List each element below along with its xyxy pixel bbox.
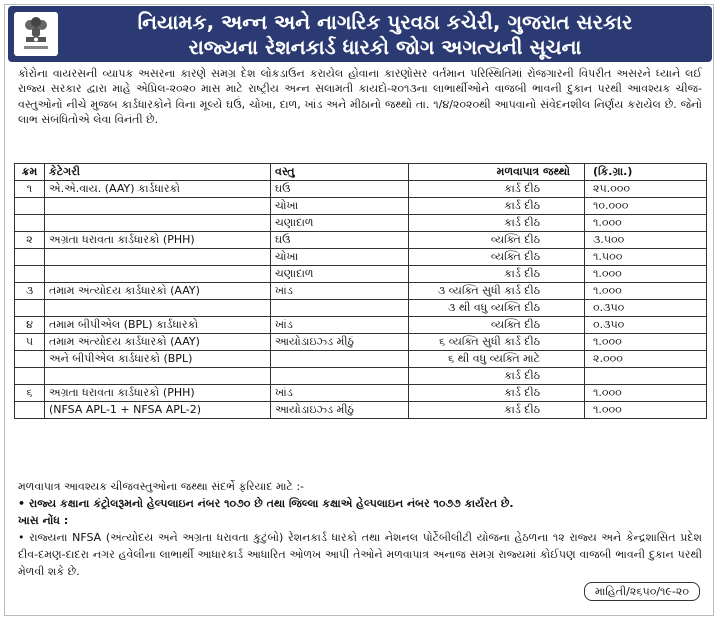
row-amount: ૩.૫૦૦: [585, 232, 707, 249]
row-amount: ૧.૦૦૦: [585, 334, 707, 351]
table-row: [15, 283, 707, 300]
special-note-heading: ખાસ નોંધ :: [18, 514, 69, 527]
row-number: [15, 402, 45, 419]
col-header-category: કેટેગરી: [45, 164, 271, 181]
row-item: [271, 368, 409, 385]
table-row: [15, 317, 707, 334]
table-row: [15, 385, 707, 402]
row-category: [45, 249, 271, 266]
row-amount: ૧.૫૦૦: [585, 249, 707, 266]
row-amount: ૨૫.૦૦૦: [585, 181, 707, 198]
row-category: [45, 266, 271, 283]
table-header-row: [15, 164, 707, 181]
row-category: [45, 198, 271, 215]
row-number: ૬: [15, 385, 45, 402]
header-title-office: નિયામક, અન્ન અને નાગરિક પુરવઠા કચેરી, ગુજરાત સરકાર: [137, 9, 633, 34]
reference-number: માહિતી/૨૬૫૦/૧૯-૨૦: [584, 582, 700, 601]
row-amount: ૦.૩૫૦: [585, 300, 707, 317]
row-category: [45, 368, 271, 385]
header-titles: [66, 9, 704, 59]
table-row: [15, 215, 707, 232]
row-item: આયોડાઇઝ્ડ મીઠું: [271, 402, 409, 419]
table-row: [15, 249, 707, 266]
row-number: ૧: [15, 181, 45, 198]
row-item: ખાંડ: [271, 317, 409, 334]
row-unit: ૩ વ્યક્તિ સુધી કાર્ડ દીઠ: [409, 283, 585, 300]
table-row: [15, 368, 707, 385]
table-row: [15, 198, 707, 215]
row-number: [15, 300, 45, 317]
col-header-entitlement: મળવાપાત્ર જથ્થો: [409, 164, 585, 181]
row-number: [15, 368, 45, 385]
row-unit: કાર્ડ દીઠ: [409, 215, 585, 232]
row-category: એ.એ.વાય. (AAY) કાર્ડધારકો: [45, 181, 271, 198]
row-amount: ૧૦.૦૦૦: [585, 198, 707, 215]
row-category: [45, 215, 271, 232]
row-item: ખાંડ: [271, 283, 409, 300]
table-row: [15, 232, 707, 249]
table-row: [15, 402, 707, 419]
row-amount: ૧.૦૦૦: [585, 402, 707, 419]
row-unit: વ્યક્તિ દીઠ: [409, 232, 585, 249]
row-item: [271, 300, 409, 317]
header-title-notice: રાજ્યના રેશનકાર્ડ ધારકો જોગ અગત્યની સૂચના: [188, 34, 582, 59]
row-item: ચોખા: [271, 198, 409, 215]
row-category: અગ્રતા ધરાવતા કાર્ડધારકો (PHH): [45, 385, 271, 402]
row-unit: કાર્ડ દીઠ: [409, 181, 585, 198]
row-number: ૪: [15, 317, 45, 334]
notes-section: [18, 478, 702, 580]
row-amount: ૧.૦૦૦: [585, 215, 707, 232]
complaint-heading: મળવાપાત્ર આવશ્યક ચીજવસ્તુઓના જથ્થા સંદર્ભે ફરિયાદ માટે :-: [18, 480, 304, 493]
table-row: [15, 300, 707, 317]
table-row: [15, 181, 707, 198]
col-header-number: ક્રમ: [15, 164, 45, 181]
row-number: [15, 266, 45, 283]
row-number: [15, 249, 45, 266]
row-amount: [585, 368, 707, 385]
row-category: [45, 300, 271, 317]
special-note: • રાજ્યના NFSA (અંત્યોદય અને અગ્રતા ધરાવતા કુટુંબો) રેશનકાર્ડ ધારકો તથા નેશનલ પોર્ટેબીલીટી યોજના હેઠળના ૧૨ રાજ્ય અને કેન્દ્રશાસિત પ્રદેશ દીવ-દમણ-દાદરા નગર હવેલીના લાભાર્થી આધારકાર્ડ આધારિત ઓળખ આપી તેઓને મળવાપાત્ર અનાજ સમગ્ર રાજ્યમાં કોઈપણ વાજબી ભાવની દુકાન પરથી મેળવી શકે છે.: [18, 531, 702, 578]
row-amount: ૦.૩૫૦: [585, 317, 707, 334]
entitlement-table: [14, 163, 707, 419]
row-category: તમામ અંત્યોદય કાર્ડધારકો (AAY): [45, 334, 271, 351]
row-category: તમામ અંત્યોદય કાર્ડધારકો (AAY): [45, 283, 271, 300]
row-unit: કાર્ડ દીઠ: [409, 368, 585, 385]
ashoka-emblem-icon: [14, 12, 58, 56]
row-item: આયોડાઇઝ્ડ મીઠું: [271, 334, 409, 351]
notice-header: [8, 6, 712, 62]
table-row: [15, 351, 707, 368]
row-category: અને બીપીએલ કાર્ડધારકો (BPL): [45, 351, 271, 368]
row-unit: કાર્ડ દીઠ: [409, 266, 585, 283]
row-item: ઘઉં: [271, 232, 409, 249]
row-unit: ૩ થી વધુ વ્યક્તિ દીઠ: [409, 300, 585, 317]
row-category: (NFSA APL-1 + NFSA APL-2): [45, 402, 271, 419]
row-item: [271, 351, 409, 368]
row-item: ખાંડ: [271, 385, 409, 402]
row-category: અગ્રતા ધરાવતા કાર્ડધારકો (PHH): [45, 232, 271, 249]
row-number: [15, 351, 45, 368]
row-number: ૩: [15, 283, 45, 300]
row-unit: કાર્ડ દીઠ: [409, 385, 585, 402]
row-unit: કાર્ડ દીઠ: [409, 198, 585, 215]
col-header-item: વસ્તુ: [271, 164, 409, 181]
row-item: ચણાદાળ: [271, 266, 409, 283]
row-unit: ૬ વ્યક્તિ સુધી કાર્ડ દીઠ: [409, 334, 585, 351]
row-amount: ૧.૦૦૦: [585, 385, 707, 402]
helpline-note: • રાજ્ય કક્ષાના કંટ્રોલરૂમનો હેલ્પલાઇન નંબર ૧૦૭૦ છે તથા જિલ્લા કક્ષાએ હેલ્પલાઇન નંબર ૧૦૭૭ કાર્યરત છે.: [18, 497, 514, 510]
intro-paragraph: કોરોના વાયરસની વ્યાપક અસરના કારણે સમગ્ર દેશ લોકડાઉન કરાયેલ હોવાના કારણોસર વર્તમાન પરિસ્થિતિમાં રોજગારની વિપરીત અસરને ધ્યાને લઈ રાજ્ય સરકાર દ્વારા માહે એપ્રિલ-૨૦૨૦ માસ માટે રાષ્ટ્રીય અન્ન સલામતી કાયદો-૨૦૧૩ના લાભાર્થીઓને વાજબી ભાવની દુકાન પરથી આવશ્યક ચીજ-વસ્તુઓનો નીચે મુજબ કાર્ડધારકોને વિના મૂલ્યે ઘઉં, ચોખા, દાળ, ખાંડ અને મીઠાનો જથ્થો તા. ૧/૪/૨૦૨૦થી આપવાનો સંવેદનશીલ નિર્ણય કરાયેલ છે. જેનો લાભ સંબંધિતોએ લેવા વિનંતી છે.: [18, 67, 702, 127]
table-row: [15, 266, 707, 283]
row-amount: ૨.૦૦૦: [585, 351, 707, 368]
row-unit: કાર્ડ દીઠ: [409, 402, 585, 419]
row-category: તમામ બીપીએલ (BPL) કાર્ડધારકો: [45, 317, 271, 334]
table-row: [15, 334, 707, 351]
row-number: ૨: [15, 232, 45, 249]
row-unit: ૬ થી વધુ વ્યક્તિ માટે: [409, 351, 585, 368]
row-number: [15, 198, 45, 215]
row-number: [15, 215, 45, 232]
row-unit: વ્યક્તિ દીઠ: [409, 317, 585, 334]
row-amount: ૧.૦૦૦: [585, 266, 707, 283]
row-amount: ૧.૦૦૦: [585, 283, 707, 300]
row-number: ૫: [15, 334, 45, 351]
row-item: ચોખા: [271, 249, 409, 266]
row-unit: વ્યક્તિ દીઠ: [409, 249, 585, 266]
row-item: ચણાદાળ: [271, 215, 409, 232]
row-item: ઘઉં: [271, 181, 409, 198]
col-header-kg: (કિ.ગ્રા.): [585, 164, 707, 181]
